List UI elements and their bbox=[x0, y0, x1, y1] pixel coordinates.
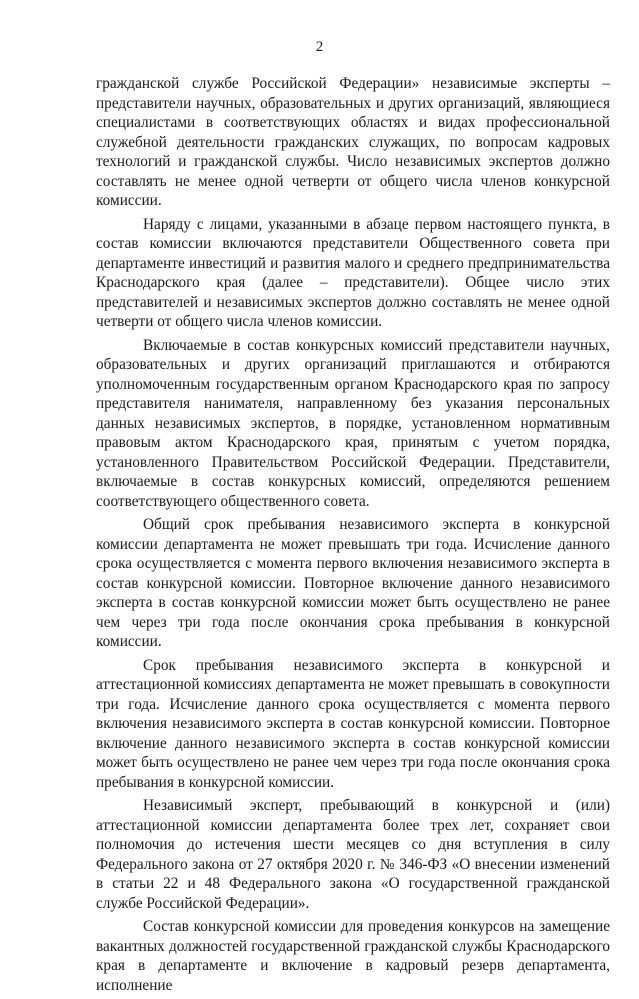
paragraph: Наряду с лицами, указанными в абзаце первом настоящего пункта, в состав комиссии включаются представители Общественного совета при департаменте инвестиций и развития малого и среднего предпринимательства Краснодарского края (далее – представители). Общее число этих представителей и независимых экспертов должно составлять не менее одной четверти от общего числа членов комиссии. bbox=[96, 215, 610, 330]
paragraph: Независимый эксперт, пребывающий в конкурсной и (или) аттестационной комиссии департамента более трех лет, сохраняет свои полномочия до истечения шести месяцев со дня вступления в силу Федерального закона от 27 октября 2020 г. № 346-ФЗ «О внесении изменений в статьи 22 и 48 Федерального закона «О государственной гражданской службе Российской Федерации». bbox=[96, 797, 610, 912]
paragraph-continuation: гражданской службе Российской Федерации» независимые эксперты – представители научных, образовательных и других организаций, являющиеся специалистами в соответствующих областях и видах профессиональной служебной деятельности гражданских служащих, по вопросам кадровых технологий и гражданской службы. Число независимых экспертов должно составлять не менее одной четверти от общего числа членов конкурсной комиссии. bbox=[96, 75, 610, 209]
paragraph: Срок пребывания независимого эксперта в конкурсной и аттестационной комиссиях департамента не может превышать в совокупности три года. Исчисление данного срока осуществляется с момента первого включения независимого эксперта в состав конкурсной комиссии. Повторное включение данного независимого эксперта в состав конкурсной комиссии может быть осуществлено не ранее чем через три года после окончания срока пребывания в конкурсной комиссии. bbox=[96, 656, 610, 791]
paragraph: Включаемые в состав конкурсных комиссий представители научных, образовательных и других организаций приглашаются и отбираются уполномоченным государственным органом Краснодарского края по запросу представителя нанимателя, направленному без указания персональных данных независимых экспертов, в порядке, установленном нормативным правовым актом Краснодарского края, принятым с учетом порядка, установленного Правительством Российской Федерации. Представители, включаемые в состав конкурсных комиссий, определяются решением соответствующего общественного совета. bbox=[96, 336, 610, 510]
paragraph: Состав конкурсной комиссии для проведения конкурсов на замещение вакантных должностей государственной гражданской службы Краснодарского края в департаменте и включение в кадровый резерв департамента, исполнение bbox=[96, 918, 610, 994]
page-number: 2 bbox=[315, 39, 324, 55]
paragraph: Общий срок пребывания независимого эксперта в конкурсной комиссии департамента не может превышать три года. Исчисление данного срока осуществляется с момента первого включения независимого эксперта в состав конкурсной комиссии. Повторное включение данного независимого эксперта в состав конкурсной комиссии может быть осуществлено не ранее чем через три года после окончания срока пребывания в конкурсной комиссии. bbox=[96, 516, 610, 650]
document-body bbox=[96, 74, 610, 999]
